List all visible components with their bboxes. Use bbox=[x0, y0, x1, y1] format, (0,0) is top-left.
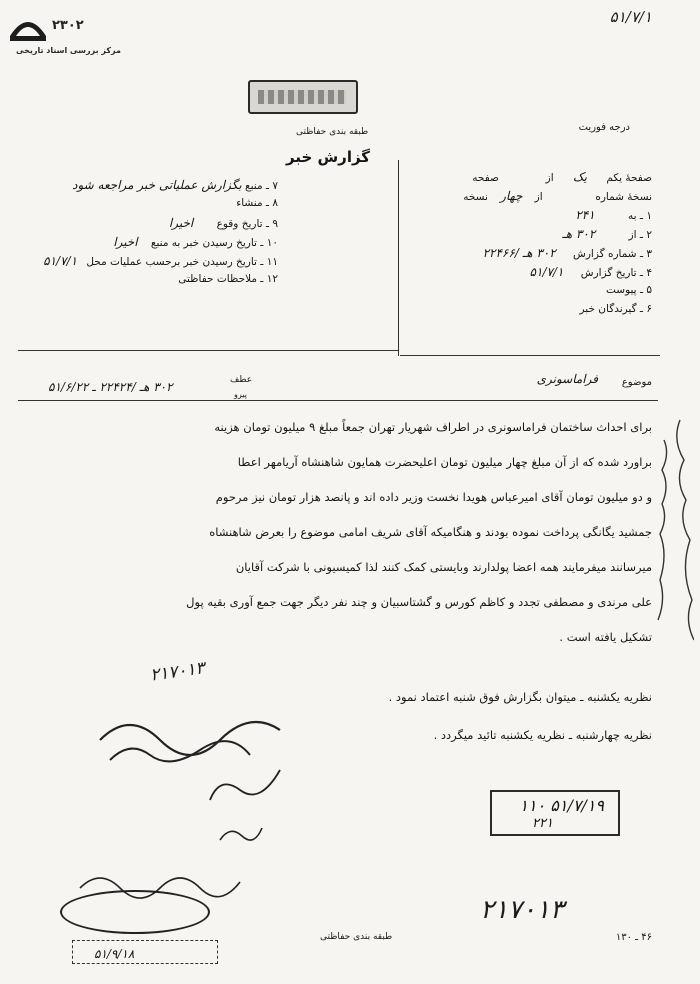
body-line-2: براورد شده که از آن مبلغ چهار میلیون تومان اعلیحضرت همایون شاهنشاه آریامهر اعطا bbox=[237, 455, 652, 469]
field-recipients: ۶ ـ گیرندگان خبر bbox=[579, 303, 652, 315]
opinion-wednesday: نظریه چهارشنبه ـ نظریه یکشنبه تائید میگردد . bbox=[433, 728, 652, 742]
field-source-received-date: ۱۰ ـ تاریخ رسیدن خبر به منبع اخیرا bbox=[113, 235, 278, 249]
field-copy: نسخهٔ شماره از چهار نسخه bbox=[463, 189, 652, 203]
field-from: ۲ ـ از ۳۰۲ هـ bbox=[562, 227, 652, 241]
subject-divider bbox=[18, 400, 658, 401]
handwritten-file-number: ۲۱۷۰۱۳ bbox=[480, 895, 564, 925]
field-page: صفحهٔ یکم یک از صفحه bbox=[472, 170, 652, 184]
body-line-5: میرسانند میفرمایند همه اعضا پولدارند وبایستی کمک کنند لذا کمیسیونی با شرکت آقایان bbox=[235, 560, 652, 574]
dated-stamp bbox=[490, 790, 620, 836]
body-line-1: برای احداث ساختمان فراماسونری در اطراف شهریار تهران جمعاً مبلغ ۹ میلیون تومان هزینه bbox=[214, 420, 652, 434]
field-security-notes: ۱۲ ـ ملاحظات حفاظتی bbox=[178, 273, 278, 285]
form-code: ۴۶ ـ ۱۳۰ bbox=[615, 932, 652, 943]
body-line-4: جمشید یگانگی پرداخت نموده بودند و هنگامیکه آقای شریف امامی موضوع را بعرض شاهنشاه bbox=[209, 525, 652, 539]
reference-number: ۳۰۲ هـ /۲۲۴۲۴ ـ ۵۱/۶/۲۲ bbox=[48, 380, 173, 394]
archive-logo-number: ۲۳۰۲ bbox=[52, 18, 84, 33]
bottom-date: ۵۱/۹/۱۸ bbox=[94, 947, 135, 961]
form-divider-right bbox=[400, 355, 660, 356]
oval-stamp bbox=[60, 890, 210, 934]
field-ops-received-date: ۱۱ ـ تاریخ رسیدن خبر برحسب عملیات محل ۵۱/۷/۱ bbox=[43, 254, 278, 268]
top-date: ۵۱/۷/۱ bbox=[609, 8, 652, 26]
field-to: ۱ ـ به ۲۴۱ bbox=[575, 208, 652, 222]
priority-label: درجه فوریت bbox=[578, 122, 630, 133]
field-occurrence-date: ۹ ـ تاریخ وقوع اخیرا bbox=[168, 216, 278, 230]
dated-stamp-number: ۵۱/۷/۱۹ ۱۱۰ bbox=[519, 796, 604, 815]
form-vertical-divider bbox=[398, 160, 399, 356]
field-report-number: ۳ ـ شماره گزارش ۳۰۲ هـ /۲۲۴۶۶ bbox=[482, 246, 652, 260]
classification-label-top: طبقه بندی حفاظتی bbox=[296, 127, 369, 137]
handwritten-number-left: ۲۱۷۰۱۳ bbox=[148, 658, 206, 686]
archive-logo bbox=[6, 6, 121, 62]
field-origin: ۸ ـ منشاء bbox=[236, 197, 278, 209]
body-line-7: تشکیل یافته است . bbox=[559, 630, 652, 644]
redacted-stamp bbox=[248, 80, 358, 114]
subject-value: فراماسونری bbox=[536, 372, 598, 386]
reference-label: عطف bbox=[230, 375, 253, 385]
body-line-3: و دو میلیون تومان آقای امیرعباس هویدا نخست وزیر داده اند و پانصد هزار تومان نیز مرحوم bbox=[215, 490, 652, 504]
dated-stamp-sub: ۲۲۱ bbox=[532, 816, 553, 831]
form-divider-left bbox=[18, 350, 398, 351]
opinion-sunday: نظریه یکشنبه ـ میتوان بگزارش فوق شنبه اعتماد نمود . bbox=[388, 690, 652, 704]
followup-label: پیرو bbox=[234, 390, 247, 399]
archive-logo-text: مرکز بررسی اسناد تاریخی bbox=[16, 46, 121, 55]
subject-label: موضوع bbox=[621, 377, 652, 388]
classification-label-bottom: طبقه بندی حفاظتی bbox=[320, 932, 393, 942]
field-attachment: ۵ ـ پیوست bbox=[605, 284, 652, 296]
handwritten-signatures bbox=[90, 700, 310, 870]
page-title: گزارش خبر bbox=[286, 148, 371, 166]
body-line-6: علی مرندی و مصطفی تجدد و کاظم کورس و گشتاسبیان و چند نفر دیگر جهت جمع آوری بقیه پول bbox=[186, 595, 652, 609]
archive-logo-icon bbox=[6, 6, 50, 46]
field-report-date: ۴ ـ تاریخ گزارش ۵۱/۷/۱ bbox=[529, 265, 652, 279]
field-source: ۷ ـ منبع بگزارش عملیاتی خبر مراجعه شود bbox=[72, 178, 278, 192]
margin-handwriting bbox=[650, 410, 694, 730]
